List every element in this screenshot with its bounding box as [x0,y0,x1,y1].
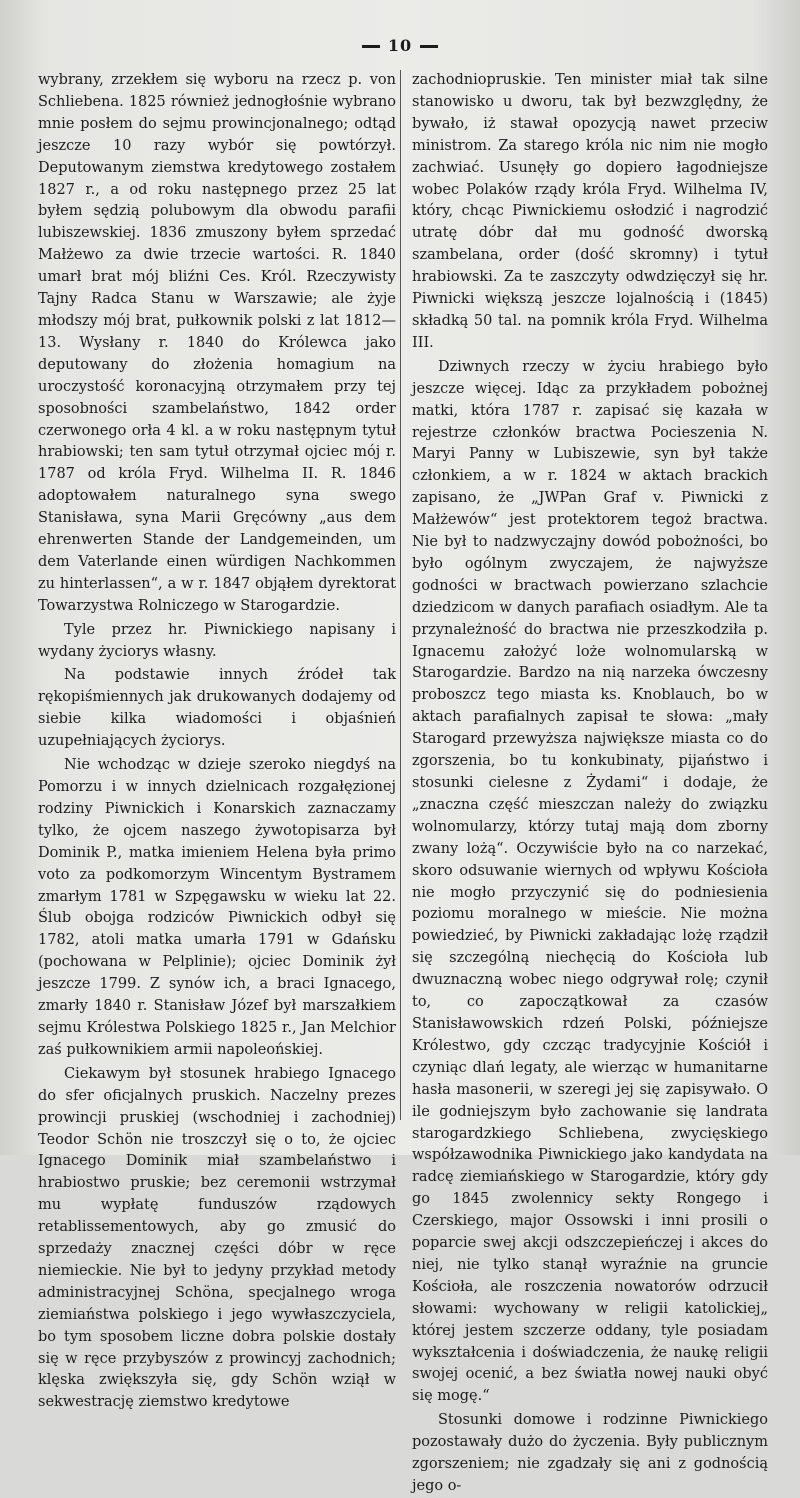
column-divider [400,70,401,1120]
left-paragraph-4: Nie wchodząc w dzieje szeroko niegdyś na Pomorzu i w innych dzielnicach rozgałęzionej rodziny Piwnickich i Konarskich zaznaczamy tylko, że ojcem naszego żywotopisarza był Dominik P., matka imieniem Helena była primo voto za podkomorzym Wincentym Bystramem zmarłym 1781 w Szpęgawsku w wieku lat 22. Ślub obojga rodziców Piwnickich odbył się 1782, atoli matka umarła 1791 w Gdańsku (pochowana w Pelplinie); ojciec Dominik żył jeszcze 1799. Z synów ich, a braci Ignacego, zmarły 1840 r. Stanisław Józef był marszałkiem sejmu Królestwa Polskiego 1825 r., Jan Melchior zaś pułkownikiem armii napoleońskiej. [38,757,396,1058]
left-paragraph-3: Na podstawie innych źródeł tak rękopiśmiennych jak drukowanych dodajemy od siebie kilka wiadomości i objaśnień uzupełniających życiorys. [38,667,396,750]
header-dash-left [362,45,380,48]
left-column [38,70,396,1414]
right-paragraph-2: Dziwnych rzeczy w życiu hrabiego było jeszcze więcej. Idąc za przykładem pobożnej matki, która 1787 r. zapisać się kazała w rejestrze członków bractwa Pocieszenia N. Maryi Panny w Lubiszewie, syn był także członkiem, a w r. 1824 w aktach brackich zapisano, że „JWPan Graf v. Piwnicki z Małżewów“ jest protektorem tegoż bractwa. Nie był to nadzwyczajny dowód pobożności, bo było ogólnym zwyczajem, że najwyższe godności w bractwach powierzano szlachcie dziedzicom w danych parafiach osiadłym. Ale ta przynależność do bractwa nie przeszkodziła p. Ignacemu założyć loże wolnomularską w Starogardzie. Bardzo na nią narzeka ówczesny proboszcz tego miasta ks. Knoblauch, bo w aktach parafialnych zapisał te słowa: „mały Starogard przewyższa największe miasta co do zgorszenia, bo tu konkubinaty, pijaństwo i stosunki cielesne z Żydami“ i dodaje, że „znaczna część mieszczan należy do związku wolnomularzy, którzy tutaj mają dom zborny zwany lożą“. Oczywiście było na co narzekać, skoro odsuwanie wiernych od wpływu Kościoła nie mogło przyczynić się do podniesienia poziomu moralnego w mieście. Nie można powiedzieć, by Piwnicki zakładając lożę rządził się szczególną niechęcią do Kościoła lub dwuznaczną wobec niego odgrywał rolę; czynił to, co zapoczątkował za czasów Stanisławowskich rdzeń Polski, późniejsze Królestwo, gdy czcząc tradycyjnie Kościół i czyniąc dlań legaty, ale wierząc w humanitarne hasła masonerii, w szeregi jej się zapisywało. O ile godniejszym było zachowanie się landrata starogardzkiego Schliebena, zwycięskiego współzawodnika Piwnickiego jako kandydata na radcę ziemiańskiego w Starogardzie, który gdy go 1845 zwolennicy sekty Rongego i Czerskiego, major Ossowski i inni prosili o poparcie swej akcji odszczepieńczej i akces do niej, nie tylko stanął wyraźnie na gruncie Kościoła, ale roszczenia nowatorów odrzucił słowami: wychowany w religii katolickiej„ której jestem szczerze oddany, tyle posiadam wykształcenia i doświadczenia, że naukę religii swojej ocenić, a bez światła nowej nauki obyć się mogę.“ [412,358,768,1405]
right-column [412,70,768,1498]
page-header [0,36,800,55]
left-paragraph-5: Ciekawym był stosunek hrabiego Ignacego do sfer oficjalnych pruskich. Naczelny prezes prowincji pruskiej (wschodniej i zachodniej) Teodor Schön nie troszczył się o to, że ojciec Ignacego Dominik miał szambelaństwo i hrabiostwo pruskie; bez ceremonii wstrzymał mu wypłatę funduszów rządowych retablissementowych, aby go zmusić do sprzedaży znacznej części dóbr w ręce niemieckie. Nie był to jedyny przykład metody administracyjnej Schöna, specjalnego wroga ziemiaństwa polskiego i jego wywłaszczyciela, bo tym sposobem liczne dobra polskie dostały się w ręce przybyszów z prowincyj zachodnich; klęska zwiększyła się, gdy Schön wziął w sekwestrację ziemstwo kredytowe [38,1065,396,1411]
right-paragraph-3: Stosunki domowe i rodzinne Piwnickiego pozostawały dużo do życzenia. Były publicznym zgorszeniem; nie zgadzały się ani z godnością jego o- [412,1412,768,1494]
page-number: 10 [387,36,413,55]
right-paragraph-1: zachodniopruskie. Ten minister miał tak silne stanowisko u dworu, tak był bezwzględny, że bywało, iż stawał opozycją nawet przeciw ministrom. Za starego króla nic nim nie mogło zachwiać. Usunęły go dopiero łagodniejsze wobec Polaków rządy króla Fryd. Wilhelma IV, który, chcąc Piwnickiemu osłodzić i nagrodzić utratę dóbr dał mu godność dworską szambelana, order (dość skromny) i tytuł hrabiowski. Za te zaszczyty odwdzięczył się hr. Piwnicki większą jeszcze lojalnością i (1845) składką 50 tal. na pomnik króla Fryd. Wilhelma III. [412,72,768,351]
left-paragraph-1: wybrany, zrzekłem się wyboru na rzecz p. von Schliebena. 1825 również jednogłośnie wybrano mnie posłem do sejmu prowincjonalnego; odtąd jeszcze 10 razy wybór się powtórzył. Deputowanym ziemstwa kredytowego zostałem 1827 r., a od roku następnego przez 25 lat byłem sędzią polubowym dla obwodu parafii lubiszewskiej. 1836 zmuszony byłem sprzedać Małżewo za dwie trzecie wartości. R. 1840 umarł brat mój bliźni Ces. Król. Rzeczywisty Tajny Radca Stanu w Warszawie; ale żyje młodszy mój brat, pułkownik polski z lat 1812—13. Wysłany r. 1840 do Królewca jako deputowany do złożenia homagium na uroczystość koronacyjną otrzymałem przy tej sposobności szambelaństwo, 1842 order czerwonego orła 4 kl. a w roku następnym tytuł hrabiowski; ten sam tytuł otrzymał ojciec mój r. 1787 od króla Fryd. Wilhelma II. R. 1846 adoptowałem naturalnego syna swego Stanisława, syna Marii Gręcówny „aus dem ehrenwerten Stande der Landgemeinden, um dem Vaterlande einen würdigen Nachkommen zu hinterlassen“, a w r. 1847 objąłem dyrektorat Towarzystwa Rolniczego w Starogardzie. [38,72,396,614]
header-dash-right [420,45,438,48]
left-paragraph-2: Tyle przez hr. Piwnickiego napisany i wydany życiorys własny. [38,621,396,660]
